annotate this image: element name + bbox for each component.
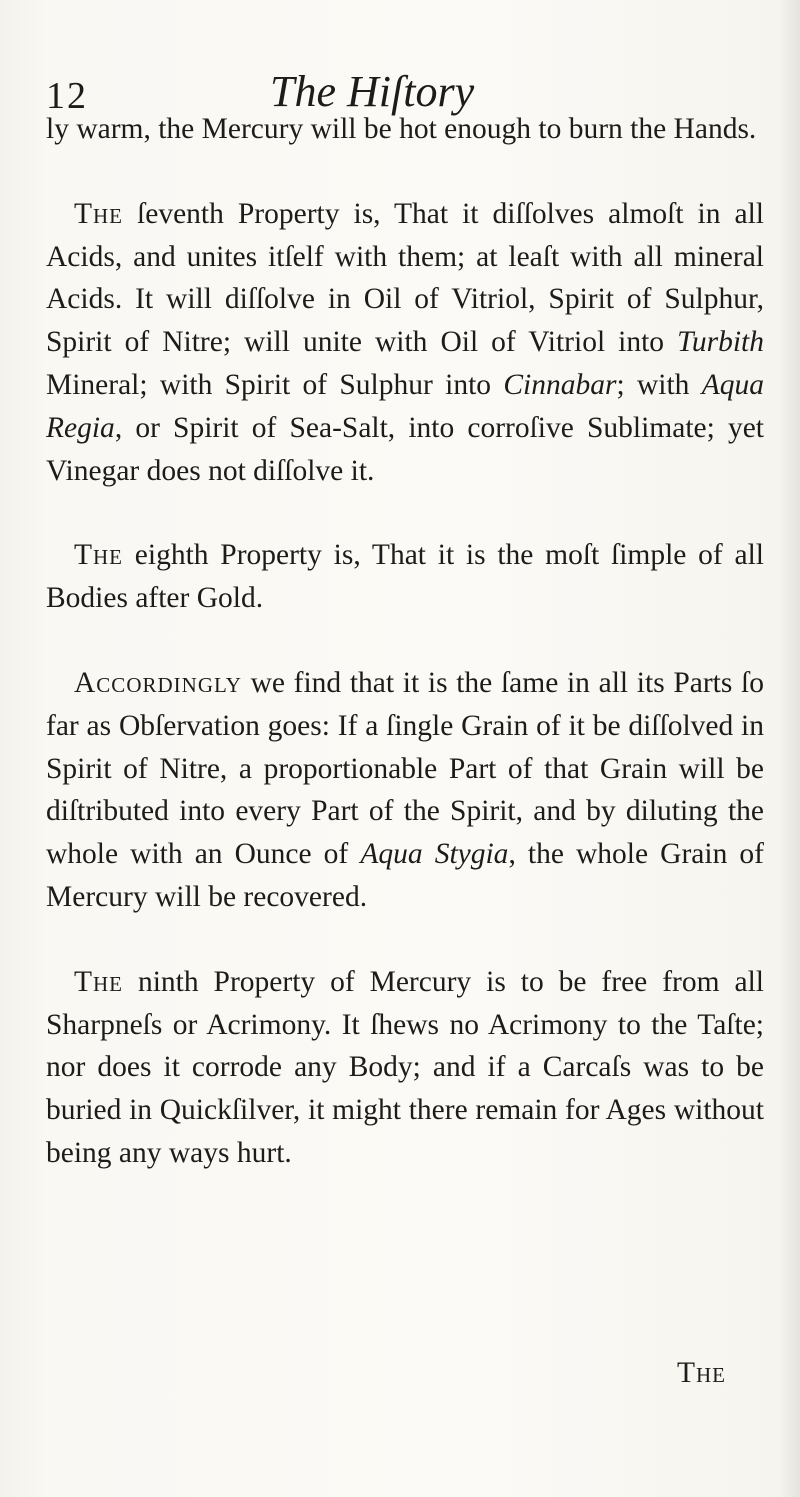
italic-term: Aqua Stygia bbox=[360, 838, 509, 871]
paragraph-seventh-property bbox=[46, 193, 764, 493]
italic-term: Turbith bbox=[677, 326, 764, 359]
page-number: 12 bbox=[46, 75, 88, 117]
text-run: we find that it is the ſame in all its Parts ſo far as Obſervation goes: If a ſingle Grain of it be diſſolved in Spirit of Nitre, a proportionable Part of that Grain will be diſtributed into every Part of the Spirit, and by diluting the whole with an Ounce of bbox=[46, 666, 764, 871]
body-text bbox=[46, 108, 764, 1175]
text-run: ninth Property of Mercury is to be free from all Sharpneſs or Acrimony. It ſhews no Acrimony to the Taſte; nor does it corrode any Body; and if a Carcaſs was to be buried in Quickſilver, it might there remain for Ages without being any ways hurt. bbox=[46, 965, 764, 1169]
text-run: Mineral; with Spirit of Sulphur into bbox=[46, 368, 504, 401]
text-run: ; with bbox=[616, 368, 702, 401]
page-gutter-shadow bbox=[778, 0, 800, 1497]
paragraph-accordingly bbox=[46, 662, 764, 919]
paragraph-continuation bbox=[46, 108, 764, 151]
italic-term: Aqua Regia bbox=[46, 368, 764, 444]
catchword: The bbox=[677, 1357, 727, 1389]
running-title: The Hiſtory bbox=[270, 67, 475, 116]
text-run: , or Spirit of Sea-Salt, into corroſive Sublimate; yet Vinegar does not diſſolve it. bbox=[46, 411, 764, 487]
italic-term: Cinnabar bbox=[503, 368, 617, 401]
text-run: eighth Property is, That it is the moſt ſimple of all Bodies after Gold. bbox=[46, 539, 764, 615]
text-run: , the whole Grain of Mercury will be recovered. bbox=[46, 838, 764, 913]
paragraph-lead-word: The bbox=[74, 965, 124, 998]
paragraph-ninth-property bbox=[46, 961, 764, 1175]
paragraph-lead-word: The bbox=[74, 197, 124, 230]
text-run: ſeventh Property is, That it diſſolves almoſt in all Acids, and unites itſelf with them; at leaſt with all mineral Acids. It will diſſolve in Oil of Vitriol, Spirit of Sulphur, Spirit of Nitre; will unite with Oil of Vitriol into bbox=[46, 197, 764, 359]
paragraph-lead-word: Accordingly bbox=[74, 666, 242, 699]
paragraph-eighth-property bbox=[46, 534, 764, 620]
text-run: ly warm, the Mercury will be hot enough to burn the Hands. bbox=[46, 113, 757, 145]
paragraph-lead-word: The bbox=[74, 539, 124, 572]
